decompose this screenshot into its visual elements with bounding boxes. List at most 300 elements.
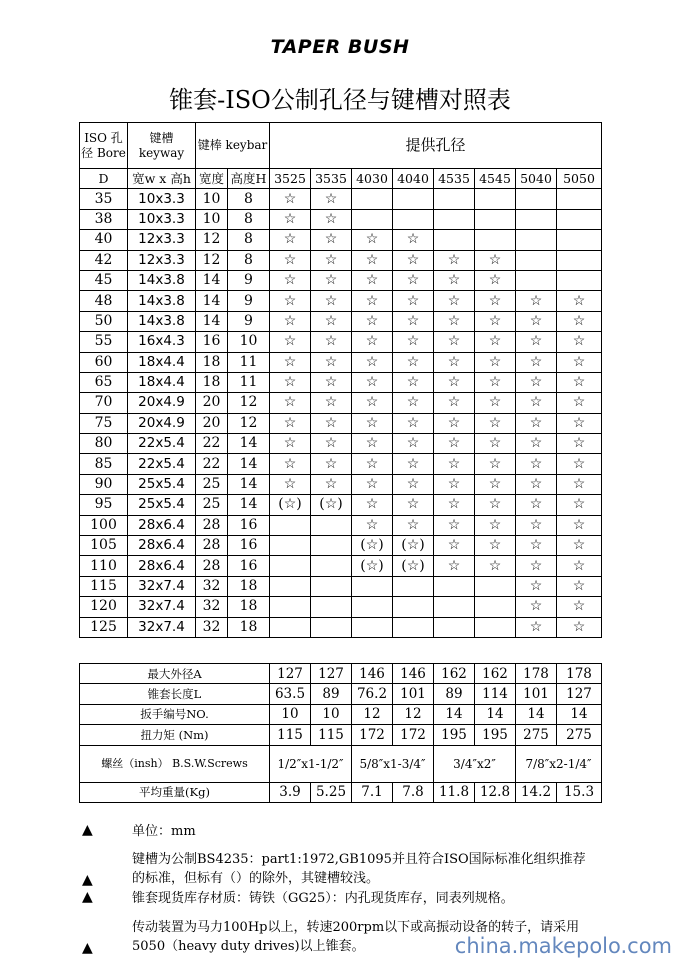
keyway-cell: 28x6.4 [128,515,196,535]
bore-cell: 65 [80,372,128,392]
screw-label: 螺丝（insh） B.S.W.Screws [80,745,270,782]
table-row [80,515,602,535]
table-row [80,230,602,250]
availability-cell: ☆ [434,270,475,290]
availability-cell: ☆ [557,291,602,311]
size-header: 4545 [475,169,516,189]
width-cell: 28 [196,515,228,535]
table-row [80,209,602,229]
weight-value: 11.8 [434,782,475,802]
availability-cell: ☆ [270,434,311,454]
availability-cell: ☆ [393,332,434,352]
availability-cell: ☆ [311,250,352,270]
availability-cell: ☆ [557,515,602,535]
keyway-cell: 32x7.4 [128,597,196,617]
height-cell: 11 [228,372,270,392]
availability-cell: ☆ [434,495,475,515]
keyway-cell: 14x3.8 [128,311,196,331]
availability-cell: ☆ [352,454,393,474]
availability-cell: ☆ [311,311,352,331]
width-cell: 22 [196,434,228,454]
availability-cell [434,189,475,209]
spec-label: 锥套长度L [80,684,270,704]
availability-cell: ☆ [352,413,393,433]
availability-cell: ☆ [434,372,475,392]
availability-cell: ☆ [311,270,352,290]
availability-cell: ☆ [352,393,393,413]
availability-cell: ☆ [557,434,602,454]
availability-cell: (☆) [393,536,434,556]
availability-cell: ☆ [393,372,434,392]
availability-cell [475,597,516,617]
weight-value: 15.3 [557,782,602,802]
availability-cell: ☆ [434,250,475,270]
availability-cell: ☆ [352,230,393,250]
height-cell: 16 [228,556,270,576]
bore-keyway-table [79,122,602,638]
availability-cell: ☆ [311,413,352,433]
availability-cell: ☆ [311,372,352,392]
triangle-icon: ▲ [82,872,93,888]
availability-cell: ☆ [311,291,352,311]
height-cell: 18 [228,617,270,637]
availability-cell [393,576,434,596]
weight-value: 7.8 [393,782,434,802]
bore-cell: 120 [80,597,128,617]
height-cell: 16 [228,536,270,556]
availability-cell: ☆ [434,352,475,372]
availability-cell: ☆ [393,230,434,250]
keyway-cell: 32x7.4 [128,617,196,637]
spec-value: 195 [475,725,516,745]
availability-cell [393,597,434,617]
availability-cell [270,515,311,535]
keyway-cell: 28x6.4 [128,536,196,556]
triangle-icon: ▲ [82,822,93,838]
keyway-cell: 20x4.9 [128,393,196,413]
availability-cell: ☆ [270,230,311,250]
width-cell: 20 [196,413,228,433]
bore-cell: 110 [80,556,128,576]
spec-value: 14 [516,704,557,724]
availability-cell: ☆ [475,434,516,454]
availability-cell: ☆ [557,597,602,617]
width-cell: 22 [196,454,228,474]
availability-cell [516,209,557,229]
size-header: 5040 [516,169,557,189]
height-cell: 11 [228,352,270,372]
note-keyway-line1: 键槽为公制BS4235：part1:1972,GB1095并且符合ISO国际标准化组织推荐 [132,852,586,867]
availability-cell: ☆ [516,413,557,433]
spec-value: 101 [393,684,434,704]
spec-value: 89 [434,684,475,704]
spec-label: 最大外径A [80,664,270,684]
availability-cell: ☆ [434,536,475,556]
availability-cell [516,250,557,270]
availability-cell: ☆ [434,434,475,454]
availability-cell [434,576,475,596]
height-cell: 18 [228,597,270,617]
width-cell: 25 [196,474,228,494]
bore-cell: 50 [80,311,128,331]
availability-cell: ☆ [352,352,393,372]
availability-cell: ☆ [516,536,557,556]
availability-cell [311,556,352,576]
availability-cell: ☆ [475,393,516,413]
availability-cell: ☆ [352,332,393,352]
keyway-cell: 14x3.8 [128,270,196,290]
availability-cell: ☆ [311,474,352,494]
availability-cell [434,617,475,637]
bore-cell: 115 [80,576,128,596]
availability-cell [270,617,311,637]
weight-value: 5.25 [311,782,352,802]
screw-value: 5/8″x1-3/4″ [352,745,434,782]
spec-value: 162 [434,664,475,684]
availability-cell [475,189,516,209]
screw-value: 1/2″x1-1/2″ [270,745,352,782]
size-header: 4040 [393,169,434,189]
availability-cell: ☆ [352,495,393,515]
spec-label: 扭力矩 (Nm) [80,725,270,745]
height-cell: 8 [228,209,270,229]
availability-cell: ☆ [475,474,516,494]
availability-cell [516,189,557,209]
availability-cell [311,597,352,617]
width-cell: 32 [196,597,228,617]
bore-cell: 100 [80,515,128,535]
size-header: 3525 [270,169,311,189]
availability-cell: ☆ [270,413,311,433]
availability-cell: ☆ [311,230,352,250]
keyway-cell: 18x4.4 [128,372,196,392]
availability-cell: ☆ [475,454,516,474]
bore-cell: 80 [80,434,128,454]
spec-value: 115 [311,725,352,745]
table-row [80,291,602,311]
availability-cell [352,597,393,617]
availability-cell [516,270,557,290]
availability-cell: ☆ [270,311,311,331]
availability-cell: ☆ [434,393,475,413]
availability-cell [557,189,602,209]
spec-value: 114 [475,684,516,704]
triangle-icon: ▲ [82,889,93,905]
availability-cell: ☆ [352,250,393,270]
spec-value: 14 [557,704,602,724]
keyway-cell: 28x6.4 [128,556,196,576]
bore-cell: 48 [80,291,128,311]
bore-cell: 38 [80,209,128,229]
availability-cell: ☆ [516,515,557,535]
spec-value: 275 [516,725,557,745]
keyway-cell: 20x4.9 [128,413,196,433]
spec-value: 172 [352,725,393,745]
width-cell: 20 [196,393,228,413]
header-row [80,123,602,169]
availability-cell: ☆ [270,332,311,352]
availability-cell: ☆ [393,413,434,433]
height-cell: 16 [228,515,270,535]
keyway-cell: 16x4.3 [128,332,196,352]
keyway-cell: 32x7.4 [128,576,196,596]
availability-cell: ☆ [557,495,602,515]
availability-cell: ☆ [516,597,557,617]
bore-cell: 90 [80,474,128,494]
availability-cell: ☆ [516,434,557,454]
availability-cell: ☆ [475,372,516,392]
availability-cell: ☆ [311,434,352,454]
availability-cell [393,189,434,209]
availability-cell: ☆ [516,454,557,474]
availability-cell: ☆ [311,189,352,209]
table-row [80,332,602,352]
availability-cell: ☆ [557,576,602,596]
screw-value: 7/8″x2-1/4″ [516,745,602,782]
availability-cell: ☆ [557,413,602,433]
height-cell: 8 [228,230,270,250]
availability-cell [475,230,516,250]
width-cell: 18 [196,352,228,372]
availability-cell: ☆ [311,332,352,352]
availability-cell: ☆ [311,352,352,372]
bore-cell: 40 [80,230,128,250]
bore-cell: 105 [80,536,128,556]
availability-cell: ☆ [352,474,393,494]
bore-cell: 55 [80,332,128,352]
keyway-cell: 25x5.4 [128,495,196,515]
availability-cell [434,597,475,617]
table-row [80,556,602,576]
watermark: china.makepolo.com [454,934,672,958]
subheader-d: D [80,169,128,189]
height-cell: 9 [228,311,270,331]
availability-cell: ☆ [270,393,311,413]
spec-value: 14 [434,704,475,724]
height-cell: 14 [228,474,270,494]
triangle-icon: ▲ [82,940,93,956]
availability-cell: ☆ [393,352,434,372]
spec-value: 10 [311,704,352,724]
spec-value: 127 [557,684,602,704]
availability-cell: ☆ [434,332,475,352]
width-cell: 14 [196,311,228,331]
availability-cell: ☆ [434,515,475,535]
availability-cell: ☆ [557,393,602,413]
availability-cell: ☆ [270,454,311,474]
spec-value: 127 [270,664,311,684]
bore-cell: 95 [80,495,128,515]
height-cell: 10 [228,332,270,352]
spec-value: 146 [352,664,393,684]
spec-value: 195 [434,725,475,745]
availability-cell: ☆ [352,311,393,331]
table-row [80,474,602,494]
bore-cell: 75 [80,413,128,433]
availability-cell: ☆ [393,393,434,413]
availability-cell [557,230,602,250]
availability-cell [516,230,557,250]
size-header: 3535 [311,169,352,189]
availability-cell: ☆ [352,434,393,454]
weight-label: 平均重量(Kg) [80,782,270,802]
table-row [80,352,602,372]
availability-cell: ☆ [516,332,557,352]
availability-cell: ☆ [557,372,602,392]
availability-cell: ☆ [516,556,557,576]
spec-value: 162 [475,664,516,684]
availability-cell: ☆ [270,352,311,372]
availability-cell [393,617,434,637]
availability-cell: ☆ [434,311,475,331]
availability-cell: ☆ [516,576,557,596]
availability-cell: ☆ [270,189,311,209]
subheader-height: 高度H [228,169,270,189]
keyway-cell: 10x3.3 [128,209,196,229]
height-cell: 14 [228,434,270,454]
header-bore: ISO 孔径 Bore [80,123,128,169]
availability-cell [475,617,516,637]
spec-value: 115 [270,725,311,745]
header-provide: 提供孔径 [270,123,602,169]
height-cell: 14 [228,495,270,515]
availability-cell: ☆ [352,270,393,290]
weight-value: 7.1 [352,782,393,802]
availability-cell: ☆ [393,515,434,535]
table-row [80,270,602,290]
keyway-cell: 10x3.3 [128,189,196,209]
availability-cell: ☆ [434,413,475,433]
availability-cell: ☆ [557,454,602,474]
availability-cell: ☆ [393,311,434,331]
availability-cell: ☆ [475,250,516,270]
spec-row [80,684,602,704]
height-cell: 14 [228,454,270,474]
height-cell: 18 [228,576,270,596]
bore-cell: 70 [80,393,128,413]
weight-value: 3.9 [270,782,311,802]
availability-cell: ☆ [270,372,311,392]
availability-cell: ☆ [393,291,434,311]
table-row [80,495,602,515]
spec-value: 178 [557,664,602,684]
availability-cell: (☆) [270,495,311,515]
availability-cell: ☆ [557,536,602,556]
keyway-cell: 22x5.4 [128,454,196,474]
bore-cell: 60 [80,352,128,372]
keyway-cell: 12x3.3 [128,250,196,270]
height-cell: 8 [228,250,270,270]
note-keyway-line2: 的标准，但标有（）的除外，其键槽较浅。 [132,871,380,886]
availability-cell [352,189,393,209]
availability-cell: ☆ [516,495,557,515]
availability-cell: ☆ [393,454,434,474]
header-keyway: 键槽 keyway [128,123,196,169]
bore-cell: 35 [80,189,128,209]
header-keybar: 键棒 keybar [196,123,270,169]
subheader-row [80,169,602,189]
screw-row [80,745,602,782]
availability-cell: ☆ [557,617,602,637]
spec-value: 127 [311,664,352,684]
spec-value: 76.2 [352,684,393,704]
table-row [80,189,602,209]
availability-cell: (☆) [393,556,434,576]
availability-cell [434,230,475,250]
keyway-cell: 12x3.3 [128,230,196,250]
availability-cell [270,597,311,617]
table-row [80,434,602,454]
note-drive-line2: 5050（heavy duty drives)以上锥套。 [132,939,365,954]
table-row [80,311,602,331]
availability-cell: ☆ [557,474,602,494]
availability-cell: ☆ [270,474,311,494]
availability-cell [557,250,602,270]
keyway-cell: 22x5.4 [128,434,196,454]
availability-cell [475,209,516,229]
table-row [80,597,602,617]
spec-value: 146 [393,664,434,684]
availability-cell: ☆ [393,270,434,290]
keyway-cell: 25x5.4 [128,474,196,494]
availability-cell: (☆) [352,556,393,576]
availability-cell: ☆ [475,515,516,535]
subheader-width: 宽度 [196,169,228,189]
size-header: 4030 [352,169,393,189]
subheader-keyway: 宽w x 高h [128,169,196,189]
availability-cell: ☆ [434,556,475,576]
spec-value: 12 [393,704,434,724]
height-cell: 12 [228,393,270,413]
width-cell: 14 [196,270,228,290]
width-cell: 12 [196,250,228,270]
table-row [80,617,602,637]
size-header: 5050 [557,169,602,189]
availability-cell: ☆ [516,393,557,413]
availability-cell: ☆ [475,270,516,290]
availability-cell: ☆ [516,372,557,392]
availability-cell [270,556,311,576]
height-cell: 12 [228,413,270,433]
size-header: 4535 [434,169,475,189]
availability-cell: ☆ [475,311,516,331]
availability-cell [311,515,352,535]
bore-cell: 125 [80,617,128,637]
availability-cell: ☆ [557,556,602,576]
availability-cell [557,209,602,229]
availability-cell: ☆ [270,270,311,290]
availability-cell: ☆ [352,515,393,535]
spec-value: 178 [516,664,557,684]
bore-cell: 45 [80,270,128,290]
spec-row [80,664,602,684]
height-cell: 9 [228,270,270,290]
availability-cell: ☆ [393,250,434,270]
spec-value: 275 [557,725,602,745]
availability-cell: ☆ [557,352,602,372]
spec-value: 10 [270,704,311,724]
screw-value: 3/4″x2″ [434,745,516,782]
width-cell: 14 [196,291,228,311]
availability-cell: ☆ [270,291,311,311]
availability-cell: ☆ [516,617,557,637]
table-row [80,454,602,474]
availability-cell [311,536,352,556]
note-stock-text: 锥套现货库存材质：铸铁（GG25）：内孔现货库存，同表列规格。 [132,891,514,906]
note-unit-text: 单位：mm [132,824,196,839]
availability-cell: ☆ [393,474,434,494]
availability-cell [557,270,602,290]
